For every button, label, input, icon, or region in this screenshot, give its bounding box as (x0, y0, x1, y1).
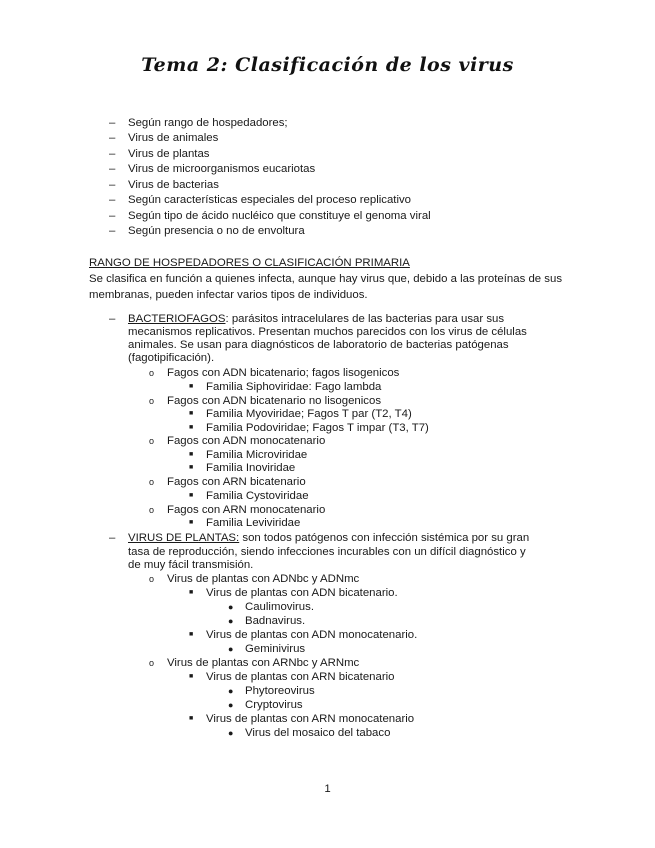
square-bullet: ■ (189, 673, 194, 680)
list-item: Badnavirus. (245, 615, 306, 627)
list-item: Virus de plantas con ADNbc y ADNmc (167, 573, 360, 585)
list-item: Familia Myoviridae; Fagos T par (T2, T4) (206, 408, 412, 420)
virus-plantas-term: VIRUS DE PLANTAS: (128, 532, 240, 544)
page-number: 1 (324, 783, 331, 795)
list-item: Virus de bacterias (128, 179, 219, 191)
dash-bullet: – (109, 225, 116, 237)
list-item: Fagos con ARN bicatenario (167, 476, 306, 488)
bacteriofagos-line (128, 312, 552, 326)
dot-bullet: ● (228, 602, 234, 612)
list-item: Familia Leviviridae (206, 517, 301, 529)
bacteriofagos-text: mecanismos replicativos. Presentan muchos parecidos con los virus de células (128, 326, 527, 338)
dash-bullet: – (109, 148, 116, 160)
square-bullet: ■ (189, 464, 194, 471)
square-bullet: ■ (189, 410, 194, 417)
bacteriofagos-text: (fagotipificación). (128, 352, 215, 364)
list-item: Virus de plantas con ADN monocatenario. (206, 629, 418, 641)
dot-bullet: ● (228, 686, 234, 696)
list-item: Virus de plantas con ARNbc y ARNmc (167, 657, 360, 669)
list-item: Según características especiales del proceso replicativo (128, 194, 412, 206)
square-bullet: ■ (189, 589, 194, 596)
list-item: Según rango de hospedadores; (128, 117, 288, 129)
list-item: Virus del mosaico del tabaco (245, 727, 391, 739)
bacteriofagos-text: : parásitos intracelulares de las bacterias para usar sus (225, 313, 505, 325)
dash-bullet: – (109, 313, 116, 325)
list-item: Familia Cystoviridae (206, 490, 309, 502)
dash-bullet: – (109, 194, 116, 206)
circle-bullet: o (149, 505, 155, 515)
list-item: Virus de plantas con ADN bicatenario. (206, 587, 398, 599)
square-bullet: ■ (189, 492, 194, 499)
list-item: Virus de animales (128, 132, 219, 144)
square-bullet: ■ (189, 519, 194, 526)
dash-bullet: – (109, 117, 116, 129)
page-title: Tema 2: Clasificación de los virus (141, 54, 514, 76)
list-item: Familia Podoviridae; Fagos T impar (T3, T7) (206, 422, 429, 434)
section-heading: RANGO DE HOSPEDADORES O CLASIFICACIÓN PRIMARIA (89, 257, 410, 269)
list-item: Caulimovirus. (245, 601, 314, 613)
list-item: Cryptovirus (245, 699, 303, 711)
list-item: Virus de plantas con ARN bicatenario (206, 671, 395, 683)
bacteriofagos-text: animales. Se usan para diagnósticos de laboratorio de bacterias patógenas (128, 339, 509, 351)
virus-plantas-text: tasa de reproducción, siendo infecciones incurables con un difícil diagnóstico y (128, 546, 526, 558)
section-paragraph-line: membranas, pueden infectar varios tipos de individuos. (89, 289, 368, 301)
dash-bullet: – (109, 132, 116, 144)
dot-bullet: ● (228, 728, 234, 738)
square-bullet: ■ (189, 631, 194, 638)
square-bullet: ■ (189, 715, 194, 722)
dash-bullet: – (109, 163, 116, 175)
list-item: Según presencia o no de envoltura (128, 225, 305, 237)
square-bullet: ■ (189, 424, 194, 431)
dot-bullet: ● (228, 700, 234, 710)
section-paragraph-line: Se clasifica en función a quienes infecta, aunque hay virus que, debido a las proteínas de sus (89, 273, 563, 285)
circle-bullet: o (149, 368, 155, 378)
circle-bullet: o (149, 658, 155, 668)
list-item: Según tipo de ácido nucléico que constituye el genoma viral (128, 210, 431, 222)
list-item: Geminivirus (245, 643, 306, 655)
dash-bullet: – (109, 532, 116, 544)
list-item: Virus de microorganismos eucariotas (128, 163, 316, 175)
virus-plantas-line (128, 531, 529, 545)
circle-bullet: o (149, 477, 155, 487)
square-bullet: ■ (189, 383, 194, 390)
list-item: Virus de plantas con ARN monocatenario (206, 713, 415, 725)
bacteriofagos-term: BACTERIOFAGOS (128, 313, 226, 325)
list-item: Fagos con ADN bicatenario no lisogenicos (167, 395, 382, 407)
circle-bullet: o (149, 436, 155, 446)
list-item: Fagos con ADN monocatenario (167, 435, 326, 447)
square-bullet: ■ (189, 451, 194, 458)
circle-bullet: o (149, 396, 155, 406)
virus-plantas-text: de muy fácil transmisión. (128, 559, 254, 571)
list-item: Virus de plantas (128, 148, 210, 160)
circle-bullet: o (149, 574, 155, 584)
virus-plantas-text: son todos patógenos con infección sistémica por su gran (239, 532, 530, 544)
dot-bullet: ● (228, 616, 234, 626)
list-item: Familia Microviridae (206, 449, 308, 461)
list-item: Fagos con ADN bicatenario; fagos lisogenicos (167, 367, 400, 379)
dot-bullet: ● (228, 644, 234, 654)
list-item: Familia Inoviridae (206, 462, 296, 474)
list-item: Fagos con ARN monocatenario (167, 504, 326, 516)
list-item: Familia Siphoviridae: Fago lambda (206, 381, 382, 393)
list-item: Phytoreovirus (245, 685, 315, 697)
dash-bullet: – (109, 210, 116, 222)
dash-bullet: – (109, 179, 116, 191)
